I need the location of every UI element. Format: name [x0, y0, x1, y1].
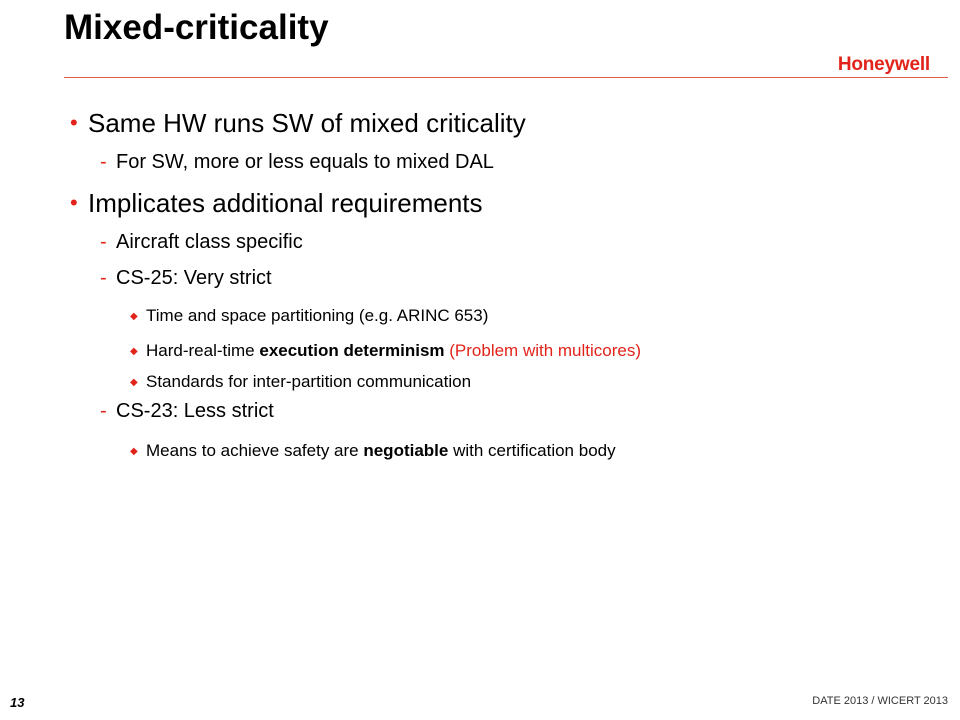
diamond-marker-icon: ◆ [130, 377, 138, 388]
slide-title: Mixed-criticality [64, 8, 329, 47]
bullet-level3 [130, 441, 616, 461]
bullet-level2 [100, 151, 494, 174]
bullet-text: Time and space partitioning (e.g. ARINC 653) [146, 306, 489, 325]
bullet-text: CS-25: Very strict [116, 267, 272, 289]
bullet-level3 [130, 372, 471, 392]
bullet-level1 [70, 188, 483, 219]
diamond-marker-icon: ◆ [130, 346, 138, 357]
bullet-level2 [100, 231, 303, 254]
bullet-text: For SW, more or less equals to mixed DAL [116, 151, 494, 173]
bullet-emphasis: execution determinism [259, 341, 445, 360]
bullet-marker: • [70, 190, 78, 215]
dash-marker: - [100, 267, 107, 289]
diamond-marker-icon: ◆ [130, 446, 138, 457]
bullet-text: Aircraft class specific [116, 231, 303, 253]
bullet-level2 [100, 267, 272, 290]
bullet-level3 [130, 341, 641, 361]
honeywell-logo: Honeywell [837, 54, 930, 75]
bullet-warning-text: (Problem with multicores) [444, 341, 642, 360]
bullet-text: Means to achieve safety are [146, 441, 364, 460]
bullet-emphasis: negotiable [363, 441, 449, 460]
dash-marker: - [100, 400, 107, 422]
bullet-text: Standards for inter-partition communication [146, 372, 472, 391]
dash-marker: - [100, 151, 107, 173]
bullet-text: Implicates additional requirements [88, 188, 483, 218]
diamond-marker-icon: ◆ [130, 311, 138, 322]
footer-text: DATE 2013 / WICERT 2013 [812, 695, 948, 707]
bullet-text: Same HW runs SW of mixed criticality [88, 108, 526, 138]
dash-marker: - [100, 231, 107, 253]
bullet-text: Hard-real-time [146, 341, 260, 360]
bullet-level3 [130, 306, 488, 326]
bullet-level1 [70, 108, 526, 139]
bullet-marker: • [70, 110, 78, 135]
bullet-level2 [100, 400, 274, 423]
bullet-text: with certification body [448, 441, 616, 460]
bullet-text: CS-23: Less strict [116, 400, 274, 422]
page-number: 13 [10, 695, 25, 710]
title-divider [64, 77, 948, 78]
